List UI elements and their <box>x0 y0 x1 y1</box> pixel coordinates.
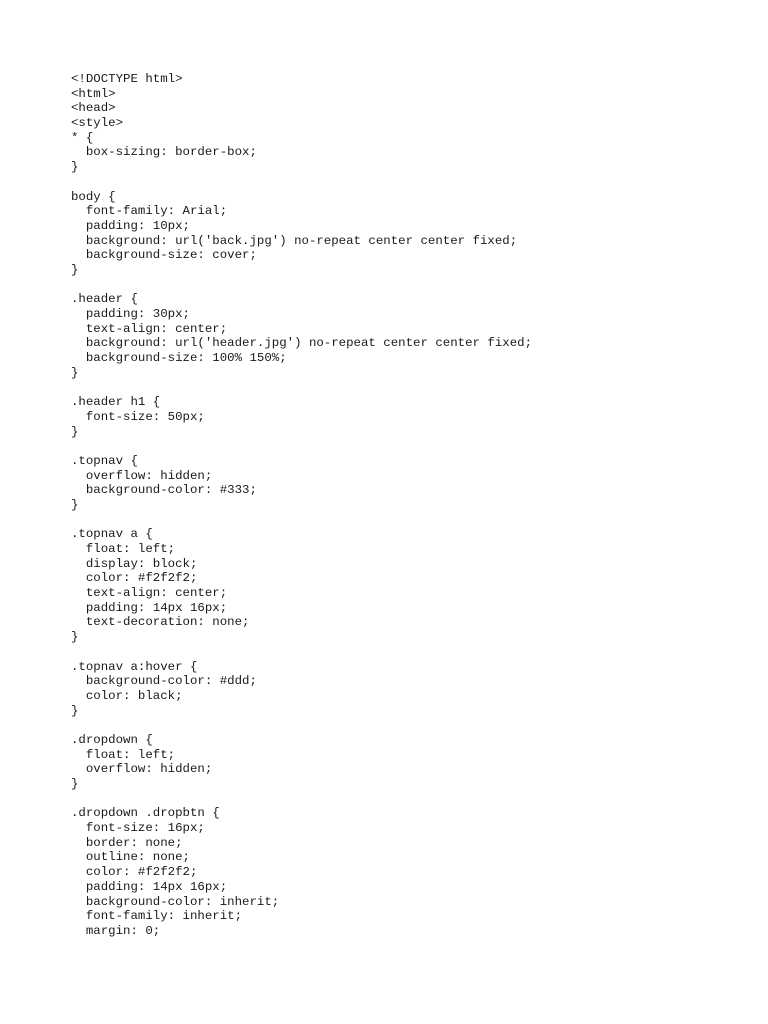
code-line: padding: 30px; <box>71 307 190 321</box>
code-line <box>71 513 532 528</box>
code-line: text-align: center; <box>71 586 228 601</box>
code-line <box>71 792 532 807</box>
code-line: background-size: cover; <box>71 248 257 263</box>
code-line: text-decoration: none; <box>71 615 250 630</box>
code-line: .dropdown .dropbtn { <box>71 806 220 821</box>
code-line: background: url('back.jpg') no-repeat center center fixed; <box>71 233 518 248</box>
code-line <box>71 718 532 733</box>
code-line: overflow: hidden; <box>71 762 213 777</box>
code-line: text-align: center; <box>71 321 228 336</box>
code-line: .header h1 { <box>71 395 161 410</box>
code-line: color: #f2f2f2; <box>71 865 198 880</box>
code-line: margin: 0; <box>71 923 161 938</box>
code-line: padding: 14px 16px; <box>71 600 228 615</box>
code-line: } <box>71 262 79 277</box>
code-line: outline: none; <box>71 850 190 865</box>
code-line: .topnav a { <box>71 527 153 542</box>
code-line: float: left; <box>71 542 176 556</box>
code-line: body { <box>71 189 116 204</box>
code-line: overflow: hidden; <box>71 468 213 483</box>
code-line <box>71 380 532 395</box>
code-line: .dropdown { <box>71 732 153 747</box>
code-line: display: block; <box>71 556 198 571</box>
code-line: padding: 10px; <box>71 218 190 233</box>
code-listing <box>71 72 532 939</box>
code-line: font-family: Arial; <box>71 204 228 219</box>
code-line: background-color: inherit; <box>71 894 280 909</box>
code-line: padding: 14px 16px; <box>71 879 228 894</box>
code-line: font-family: inherit; <box>71 909 243 924</box>
code-line <box>71 439 532 454</box>
code-line: <style> <box>71 116 124 131</box>
code-line: } <box>71 630 79 645</box>
code-line: } <box>71 365 79 380</box>
code-line: background-color: #333; <box>71 483 257 498</box>
code-line <box>71 645 532 660</box>
code-line: background: url('header.jpg') no-repeat center center fixed; <box>71 336 533 351</box>
code-line: * { <box>71 130 94 145</box>
code-line: <html> <box>71 86 116 101</box>
code-line: font-size: 16px; <box>71 821 205 836</box>
code-line: } <box>71 160 79 175</box>
code-line: background-color: #ddd; <box>71 674 257 689</box>
code-line: } <box>71 703 79 718</box>
code-line: float: left; <box>71 747 176 762</box>
code-line: font-size: 50px; <box>71 409 205 424</box>
code-line: border: none; <box>71 835 183 850</box>
code-line: color: #f2f2f2; <box>71 571 198 586</box>
code-line: } <box>71 424 79 439</box>
code-line: .header { <box>71 292 138 307</box>
code-line: .topnav { <box>71 453 138 468</box>
code-line: background-size: 100% 150%; <box>71 351 287 366</box>
code-line <box>71 278 532 293</box>
code-line: <!DOCTYPE html> <box>71 72 183 86</box>
code-line: .topnav a:hover { <box>71 659 198 674</box>
code-line: } <box>71 777 79 791</box>
code-line: color: black; <box>71 688 183 703</box>
code-line <box>71 175 532 190</box>
code-line: } <box>71 497 79 512</box>
code-line: box-sizing: border-box; <box>71 145 257 160</box>
code-line: <head> <box>71 101 116 116</box>
